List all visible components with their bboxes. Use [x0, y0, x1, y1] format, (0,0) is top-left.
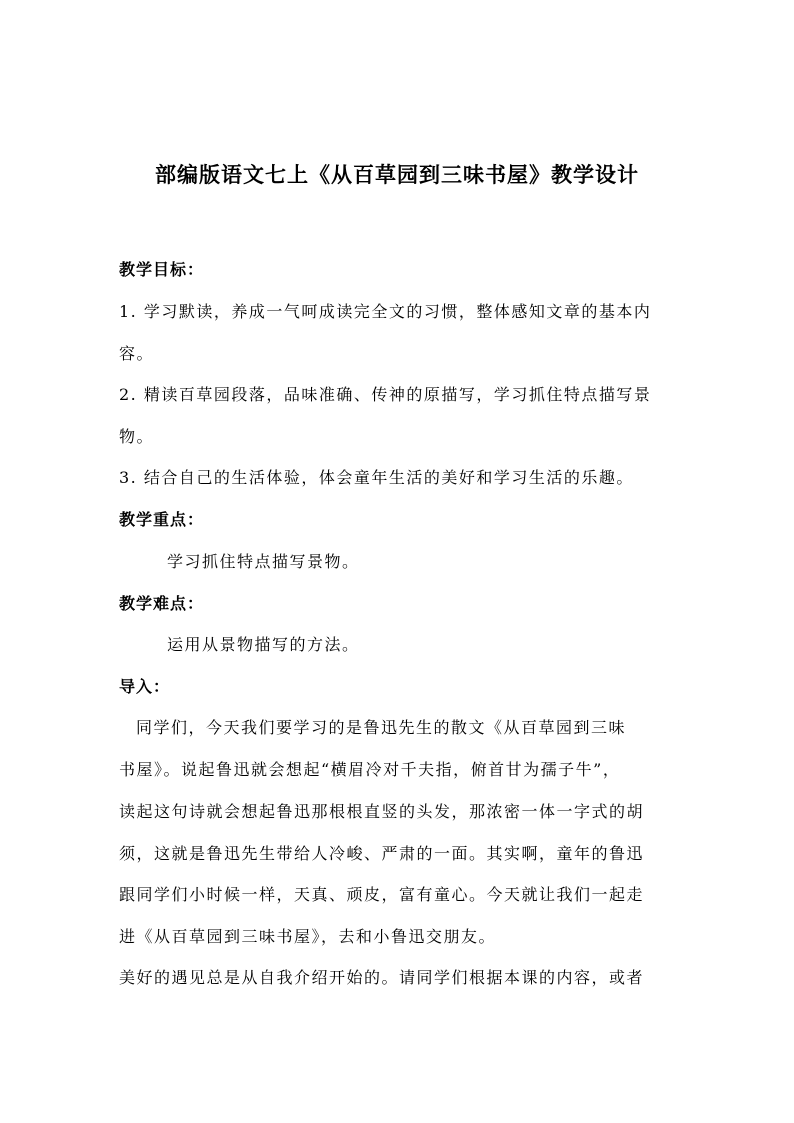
difficulties-text: 运用从景物描写的方法。 [167, 635, 360, 654]
objectives-heading: 教学目标： [119, 260, 205, 279]
intro-line-6: 进《从百草园到三味书屋》，去和小鲁迅交朋友。 [119, 927, 497, 946]
key-points-text: 学习抓住特点描写景物。 [167, 552, 360, 571]
key-points-heading: 教学重点： [119, 510, 205, 529]
document-title: 部编版语文七上《从百草园到三味书屋》教学设计 [155, 163, 639, 187]
objective-1-line-1: 1. 学习默读，养成一气呵成读完全文的习惯，整体感知文章的基本内 [119, 302, 652, 321]
intro-heading: 导入： [119, 677, 171, 696]
objective-1-line-2: 容。 [119, 344, 155, 363]
difficulties-heading: 教学难点： [119, 594, 205, 613]
intro-line-5: 跟同学们小时候一样，天真、顽皮，富有童心。今天就让我们一起走 [119, 885, 645, 904]
objective-2-line-2: 物。 [119, 427, 155, 446]
intro-line-1: 同学们，今天我们要学习的是鲁迅先生的散文《从百草园到三味 [136, 718, 627, 737]
intro-line-3: 读起这句诗就会想起鲁迅那根根直竖的头发，那浓密一体一字式的胡 [119, 802, 645, 821]
intro-line-2: 书屋》。说起鲁迅就会想起“横眉冷对千夫指，俯首甘为孺子牛”， [119, 760, 621, 779]
intro-line-7: 美好的遇见总是从自我介绍开始的。请同学们根据本课的内容，或者 [119, 968, 645, 987]
intro-line-4: 须，这就是鲁迅先生带给人冷峻、严肃的一面。其实啊，童年的鲁迅 [119, 844, 645, 863]
objective-2-line-1: 2. 精读百草园段落，品味准确、传神的原描写，学习抓住特点描写景 [119, 385, 652, 404]
objective-3: 3. 结合自己的生活体验，体会童年生活的美好和学习生活的乐趣。 [119, 468, 634, 487]
